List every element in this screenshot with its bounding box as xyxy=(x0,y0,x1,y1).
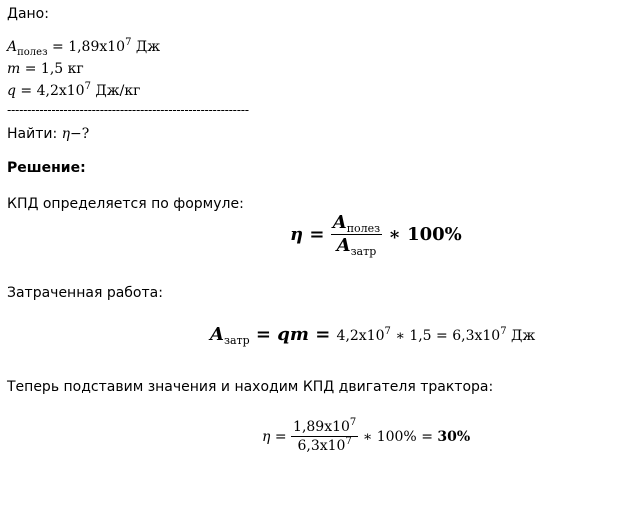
solution-text-3: Теперь подставим значения и находим КПД двигателя трактора: xyxy=(7,379,494,395)
result-value: 30% xyxy=(437,428,471,445)
formula-efficiency-fraction: $\frac{A_{полез}}{A_{затр}}$ xyxy=(332,212,381,258)
formula-efficiency: η = $\frac{A_{полез}}{A_{затр}}$ ∗ 100% xyxy=(290,212,462,258)
formula-spent-work: $A_{затр}$ = qm = $4,2x10^7$ ∗ $1,5 = 6,3x10^7$ Дж xyxy=(210,324,536,347)
given-heat: $q = 4,2x10^7$ Дж/кг xyxy=(7,81,141,99)
given-useful-work: $A_{полез} = 1,89x10^7$ Дж xyxy=(7,37,161,58)
given-heading: Дано: xyxy=(7,6,49,22)
formula-result-fraction: $\frac{1,89x10^7}{6,3x10^7}$ xyxy=(293,417,357,454)
formula-result: η = $\frac{1,89x10^7}{6,3x10^7}$ ∗ 100% = 30% xyxy=(262,417,471,454)
solution-text-1: КПД определяется по формуле: xyxy=(7,196,244,212)
solution-heading: Решение: xyxy=(7,160,86,176)
divider-line: ------------------------------------------------------------ xyxy=(7,103,249,117)
solution-text-2: Затраченная работа: xyxy=(7,285,163,301)
find-line: Найти: η−? xyxy=(7,126,90,142)
given-mass: m = 1,5 кг xyxy=(7,61,84,77)
